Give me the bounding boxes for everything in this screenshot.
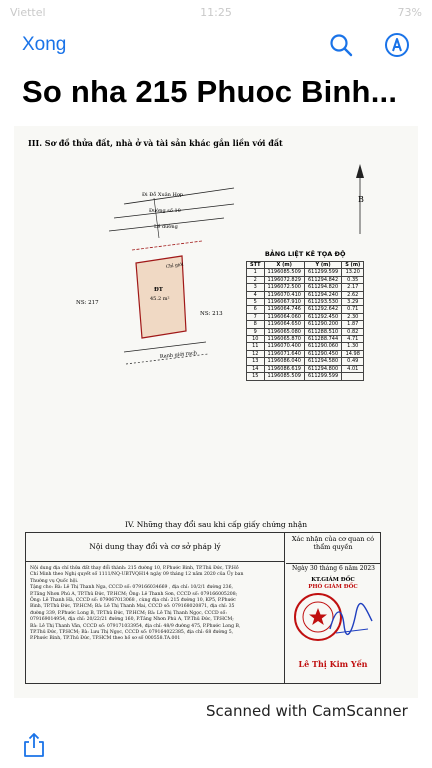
coord-cell: 1196067.910 bbox=[264, 299, 304, 306]
coord-row bbox=[247, 313, 364, 320]
changes-table bbox=[25, 532, 381, 684]
nav-bar bbox=[0, 26, 432, 66]
changes-line: Tặng cho: Bà: Lê Thị Thanh Nga, CCCD số: 079166034669 , địa chỉ: 10/2/1 đường 236, bbox=[30, 585, 233, 591]
signer-name: Lê Thị Kim Yến bbox=[298, 659, 368, 669]
approval-date: Ngày 30 tháng 6 năm 2023 bbox=[292, 565, 376, 572]
coord-cell: 1.30 bbox=[342, 343, 364, 350]
neighbor-left: NS: 217 bbox=[76, 300, 99, 306]
coord-cell: 611290.200 bbox=[304, 321, 341, 328]
coord-cell: 1196086.619 bbox=[264, 365, 304, 372]
coord-cell: 3.29 bbox=[342, 299, 364, 306]
coordinate-table bbox=[246, 250, 364, 381]
coord-cell: 611292.642 bbox=[304, 306, 341, 313]
coord-cell: 0.49 bbox=[342, 358, 364, 365]
scanned-document[interactable] bbox=[14, 126, 418, 698]
road-label-canal: Ranh giới rạch bbox=[159, 350, 198, 360]
changes-content-body bbox=[26, 562, 284, 647]
coord-cell: 611288.510 bbox=[304, 328, 341, 335]
changes-line: Ông: Lê Thanh Hà, CCCD số: 079067013068 , cùng địa chỉ: 215 đường 10, KP5, P.Phước bbox=[30, 598, 236, 604]
coord-cell: 15 bbox=[247, 373, 265, 380]
camscanner-watermark: Scanned with CamScanner bbox=[206, 702, 408, 720]
handwritten-signature bbox=[326, 599, 376, 639]
changes-line: Nội dung địa chỉ thửa đất thay đổi thành: 215 đường 10, P.Phước Bình, TP.Thủ Đức, TP.Hồ bbox=[30, 566, 239, 571]
coord-cell: 1196064.746 bbox=[264, 306, 304, 313]
coord-cell: 611288.744 bbox=[304, 336, 341, 343]
search-icon[interactable] bbox=[328, 32, 354, 58]
coordinate-table-title: BẢNG LIỆT KÊ TỌA ĐỘ bbox=[264, 250, 346, 258]
coord-row bbox=[247, 336, 364, 343]
coord-header-cell: S (m) bbox=[342, 262, 364, 269]
coord-cell: 1196085.509 bbox=[264, 373, 304, 380]
changes-line: Bà: Lê Thị Thanh Vân, CCCD số: 079171033954, địa chỉ: 48/9 đường 475, P.Phước Long B, bbox=[30, 623, 241, 629]
coord-cell: 2.17 bbox=[342, 284, 364, 291]
coord-header-cell: X (m) bbox=[264, 262, 304, 269]
battery-label: 73% bbox=[397, 6, 422, 19]
coord-cell: 0.35 bbox=[342, 276, 364, 283]
coord-cell: 0.82 bbox=[342, 328, 364, 335]
done-button[interactable]: Xong bbox=[22, 34, 67, 55]
changes-line: Chí Minh theo Nghị quyết số 1111/NQ-UBTVQH14 ngày 09 tháng 12 năm 2020 của Ủy ban bbox=[30, 572, 244, 578]
coord-cell: 6 bbox=[247, 306, 265, 313]
coord-cell: 1196072.500 bbox=[264, 284, 304, 291]
coord-row bbox=[247, 276, 364, 283]
coord-row bbox=[247, 358, 364, 365]
coord-row bbox=[247, 299, 364, 306]
coord-cell: 4 bbox=[247, 291, 265, 298]
share-icon[interactable] bbox=[22, 732, 46, 758]
status-bar bbox=[0, 0, 432, 24]
coord-header-cell: STT bbox=[247, 262, 265, 269]
coord-cell bbox=[342, 373, 364, 380]
changes-line: đường 339, P.Phước Long B, TP.Thủ Đức, TP.HCM; Bà: Lê Thị Thanh Ngọc, CCCD số: bbox=[30, 610, 227, 616]
changes-line: P.Phước Bình, TP.Thủ Đức, TP.HCM theo hồ sơ số 000558.TA.001 bbox=[30, 636, 181, 642]
coord-row bbox=[247, 343, 364, 350]
coord-cell: 1196070.410 bbox=[264, 291, 304, 298]
north-indicator: B bbox=[358, 195, 364, 204]
coord-cell: 4.01 bbox=[342, 365, 364, 372]
carrier-label: Viettel bbox=[10, 6, 46, 19]
section-heading: III. Sơ đồ thửa đất, nhà ở và tài sản khác gắn liền với đất bbox=[28, 138, 283, 148]
changes-section-title: IV. Những thay đổi sau khi cấp giấy chứng nhận bbox=[124, 520, 308, 529]
road-label-street: Đường số 10 bbox=[149, 208, 181, 214]
changes-line: TP.Thủ Đức, TP.HCM; Bà: Lưu Thị Ngọc, CCCD số: 079164022385, địa chỉ: 68 đường 5, bbox=[30, 630, 234, 636]
coord-cell: 611290.450 bbox=[304, 350, 341, 357]
coord-cell: 611294.800 bbox=[304, 365, 341, 372]
coord-cell: 7 bbox=[247, 313, 265, 320]
changes-line: P.Tăng Nhơn Phú A, TP.Thủ Đức, TP.HCM; Ông: Lê Thanh Sơn, CCCD số: 079166005208; bbox=[30, 591, 238, 597]
coord-cell: 611292.450 bbox=[304, 313, 341, 320]
coord-cell: 13 bbox=[247, 358, 265, 365]
coord-cell: 1196085.509 bbox=[264, 269, 304, 276]
coord-cell: 1 bbox=[247, 269, 265, 276]
coord-cell: 1.87 bbox=[342, 321, 364, 328]
coord-cell: 12 bbox=[247, 350, 265, 357]
coord-cell: 2.62 bbox=[342, 291, 364, 298]
coord-cell: 11 bbox=[247, 343, 265, 350]
clock: 11:25 bbox=[200, 6, 232, 19]
coord-row bbox=[247, 269, 364, 276]
approval-block bbox=[286, 563, 380, 683]
coord-cell: 3 bbox=[247, 284, 265, 291]
approval-rank: KT.GIÁM ĐỐC bbox=[311, 577, 355, 583]
document-title: So nha 215 Phuoc Binh... bbox=[22, 74, 398, 109]
coord-cell: 611290.060 bbox=[304, 343, 341, 350]
coord-row bbox=[247, 365, 364, 372]
coord-cell: 1196072.829 bbox=[264, 276, 304, 283]
changes-content-header: Nội dung thay đổi và cơ sở pháp lý bbox=[26, 533, 284, 562]
coord-row bbox=[247, 306, 364, 313]
coord-cell: 611294.580 bbox=[304, 358, 341, 365]
coord-row bbox=[247, 291, 364, 298]
coord-cell: 1196070.400 bbox=[264, 343, 304, 350]
road-label-curb: Lề đường bbox=[154, 224, 178, 230]
coord-cell: 611293.530 bbox=[304, 299, 341, 306]
boundary-label: Chỉ giới bbox=[165, 262, 184, 270]
coord-row bbox=[247, 350, 364, 357]
coord-cell: 2.30 bbox=[342, 313, 364, 320]
coord-cell: 0.71 bbox=[342, 306, 364, 313]
coord-cell: 1196064.060 bbox=[264, 313, 304, 320]
changes-line: Bình, TP.Thủ Đức, TP.HCM; Bà: Lê Thị Thanh Mai, CCCD số: 079168020871, địa chỉ: 35 bbox=[30, 604, 235, 610]
coord-row bbox=[247, 284, 364, 291]
coord-cell: 14 bbox=[247, 365, 265, 372]
coord-cell: 14.98 bbox=[342, 350, 364, 357]
coord-cell: 9 bbox=[247, 328, 265, 335]
coord-cell: 1196065.080 bbox=[264, 328, 304, 335]
coord-cell: 13.20 bbox=[342, 269, 364, 276]
coord-cell: 4.71 bbox=[342, 336, 364, 343]
coord-cell: 1196065.870 bbox=[264, 336, 304, 343]
changes-approval-header: Xác nhận của cơ quan có thẩm quyền bbox=[286, 533, 380, 564]
coord-cell: 1196064.650 bbox=[264, 321, 304, 328]
coord-row bbox=[247, 321, 364, 328]
coord-cell: 5 bbox=[247, 299, 265, 306]
coord-cell: 611294.240 bbox=[304, 291, 341, 298]
coord-cell: 611299.599 bbox=[304, 373, 341, 380]
coord-cell: 611294.820 bbox=[304, 284, 341, 291]
coord-cell: 8 bbox=[247, 321, 265, 328]
coord-row bbox=[247, 328, 364, 335]
road-label-top: Đi Đỗ Xuân Hợp bbox=[142, 192, 184, 198]
changes-line: Thường vụ Quốc hội. bbox=[30, 578, 79, 584]
coord-cell: 1196071.640 bbox=[264, 350, 304, 357]
parcel-code: ĐT bbox=[154, 287, 163, 293]
changes-line: 079169014954, địa chỉ: 20/22/21 đường 160, P.Tăng Nhơn Phú A, TP.Thủ Đức, TP.HCM; bbox=[30, 617, 234, 623]
coord-row bbox=[247, 373, 364, 380]
coord-header-cell: Y (m) bbox=[304, 262, 341, 269]
coord-cell: 10 bbox=[247, 336, 265, 343]
neighbor-right: NS: 213 bbox=[200, 311, 223, 317]
parcel-area: 45.2 m² bbox=[150, 296, 170, 302]
coord-cell: 2 bbox=[247, 276, 265, 283]
markup-pen-icon[interactable] bbox=[384, 32, 410, 58]
coord-cell: 611294.842 bbox=[304, 276, 341, 283]
coord-cell: 611299.599 bbox=[304, 269, 341, 276]
approval-title: PHÓ GIÁM ĐỐC bbox=[308, 584, 358, 590]
coord-cell: 1196086.040 bbox=[264, 358, 304, 365]
